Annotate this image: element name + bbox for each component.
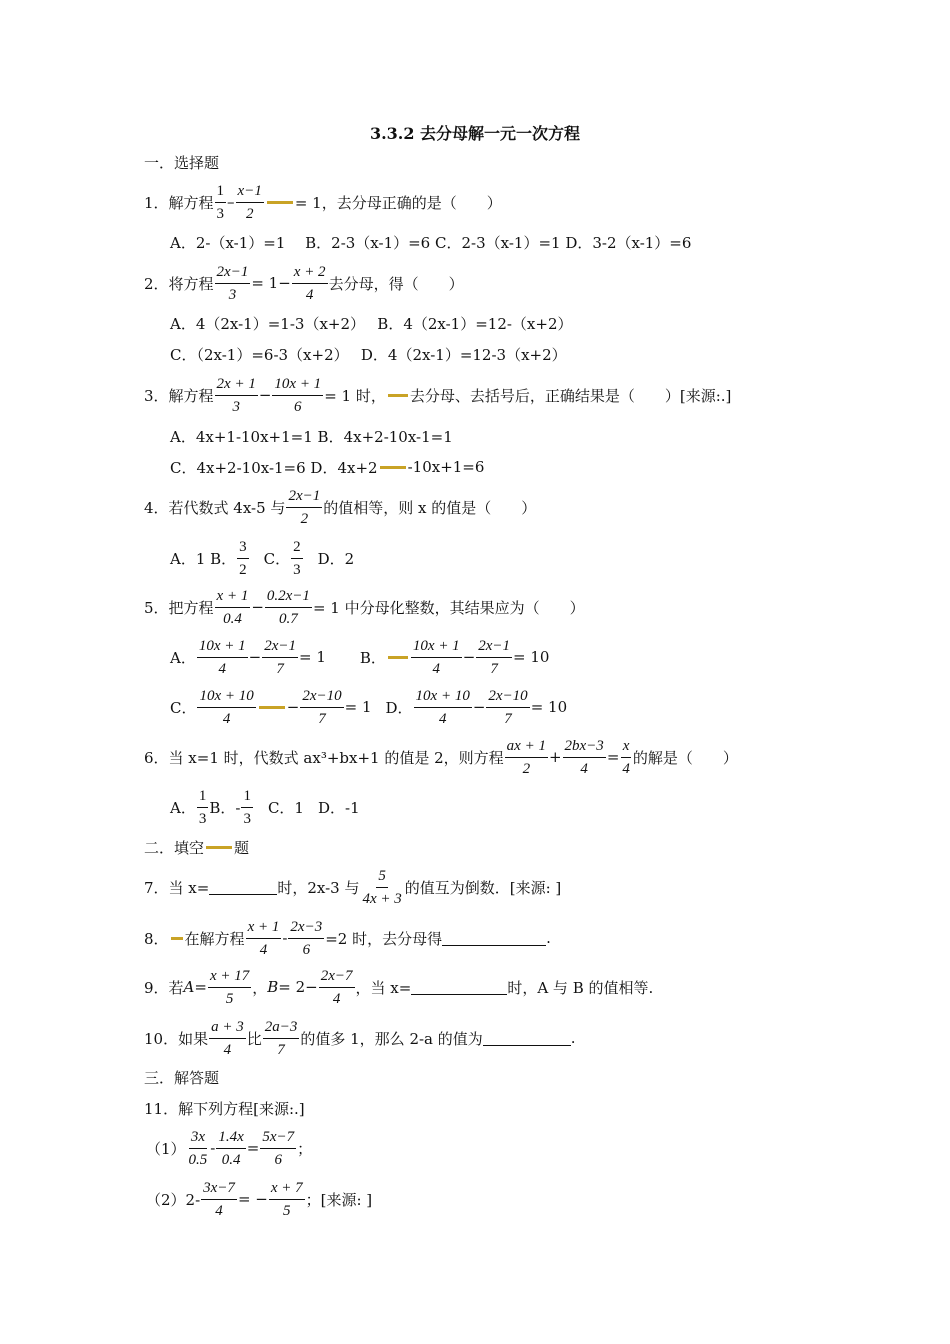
fraction: $\frac{2x-10}{7}$ <box>488 687 528 727</box>
fraction: $\frac{1}{3}$ <box>243 787 251 827</box>
section-heading-choice: 一．选择题 <box>144 153 220 172</box>
question-6-options: A． $\frac{1}{3}$ B．- $\frac{1}{3}$ C．1 D．-1 <box>170 787 360 827</box>
question-1-options: A．2-（x-1）=1 B．2-3（x-1）=6 C．2-3（x-1）=1 D．3-2（x-1）=6 <box>170 233 692 252</box>
fraction: $\frac{10x + 10}{4}$ <box>415 687 470 727</box>
answer-blank[interactable] <box>209 880 277 895</box>
fraction: $\frac{1}{3}$ <box>198 787 207 827</box>
fraction: $\frac{x}{4}$ <box>622 737 630 777</box>
fraction: $\frac{x + 1}{0.4}$ <box>216 587 249 627</box>
question-1: 1．解方程 $\frac{1}{3}$ – $\frac{x-1}{2}$ = 1，去分母正确的是（ ） <box>144 182 502 222</box>
question-2-options-cd: C．（2x-1）=6-3（x+2） D．4（2x-1）=12-3（x+2） <box>170 345 567 364</box>
fraction: $\frac{2x-10}{7}$ <box>302 687 342 727</box>
question-5-options-ab: A． $\frac{10x + 1}{4}$ − $\frac{2x-1}{7}$ = 1 B． $\frac{10x + 1}{4}$ − $\frac{2x-1}{7}$ = 10 <box>170 637 550 677</box>
fraction: $\frac{2bx-3}{4}$ <box>564 737 604 777</box>
fraction: $\frac{2x-1}{7}$ <box>264 637 296 677</box>
question-7: 7．当 x= 时，2x-3 与 $\frac{5}{4x + 3}$ 的值互为倒数．[来源: ] <box>144 867 562 907</box>
fraction: $\frac{x + 17}{5}$ <box>209 967 250 1007</box>
fraction: $\frac{5x-7}{6}$ <box>262 1128 295 1168</box>
fraction: $\frac{2x-1}{3}$ <box>216 263 249 303</box>
fraction: $\frac{x + 2}{4}$ <box>293 263 326 303</box>
question-6: 6．当 x=1 时，代数式 ax³+bx+1 的值是 2，则方程 $\frac{ax + 1}{2}$ + $\frac{2bx-3}{4}$ = $\frac{x}{4}$ 的解是（ ） <box>144 737 738 777</box>
fraction: $\frac{2x-1}{7}$ <box>478 637 511 677</box>
fraction: $\frac{10x + 1}{4}$ <box>198 637 246 677</box>
question-11-part-1: （1） $\frac{3x}{0.5}$ - $\frac{1.4x}{0.4}$ = $\frac{5x-7}{6}$ ； <box>146 1128 313 1168</box>
question-4: 4．若代数式 4x-5 与 $\frac{2x-1}{2}$ 的值相等，则 x 的值是（ ） <box>144 487 537 527</box>
fraction: $\frac{5}{4x + 3}$ <box>362 867 402 907</box>
answer-blank[interactable] <box>483 1031 571 1046</box>
fraction: $\frac{x + 1}{4}$ <box>247 918 280 958</box>
fraction: $\frac{2}{3}$ <box>293 538 301 578</box>
question-4-options: A．1 B． $\frac{3}{2}$ C． $\frac{2}{3}$ D．2 <box>170 538 355 578</box>
section-heading-fill: 二．填空 题 <box>144 838 250 857</box>
fraction: $\frac{1.4x}{0.4}$ <box>218 1128 244 1168</box>
answer-blank[interactable] <box>411 980 507 995</box>
page-title: 3.3.2 去分母解一元一次方程 <box>369 124 581 143</box>
fraction: $\frac{10x + 1}{6}$ <box>274 375 322 415</box>
fraction: $\frac{1}{3}$ <box>216 182 225 222</box>
question-10: 10．如果 $\frac{a + 3}{4}$ 比 $\frac{2a-3}{7}$ 的值多 1，那么 2-a 的值为 . <box>144 1018 576 1058</box>
fraction: $\frac{x-1}{2}$ <box>237 182 262 222</box>
highlight-mark <box>388 394 408 397</box>
fraction: $\frac{ax + 1}{2}$ <box>506 737 546 777</box>
fraction: $\frac{2a-3}{7}$ <box>264 1018 298 1058</box>
fraction: $\frac{2x-7}{4}$ <box>320 967 353 1007</box>
fraction: $\frac{2x-3}{6}$ <box>290 918 323 958</box>
fraction: $\frac{2x-1}{2}$ <box>288 487 321 527</box>
highlight-mark <box>267 201 293 204</box>
section-heading-solve: 三．解答题 <box>144 1068 220 1087</box>
fraction: $\frac{3x}{0.5}$ <box>188 1128 208 1168</box>
question-5: 5．把方程 $\frac{x + 1}{0.4}$ − $\frac{0.2x-1}{0.7}$ = 1 中分母化整数，其结果应为（ ） <box>144 587 585 627</box>
highlight-mark <box>388 656 408 659</box>
highlight-mark <box>206 846 232 849</box>
highlight-mark <box>380 466 406 469</box>
question-3-options-cd: C．4x+2-10x-1=6 D．4x+2 -10x+1=6 <box>170 458 485 477</box>
question-2: 2．将方程 $\frac{2x-1}{3}$ = 1− $\frac{x + 2}{4}$ 去分母，得（ ） <box>144 263 464 303</box>
highlight-mark <box>171 937 183 940</box>
question-3-options-ab: A．4x+1-10x+1=1 B．4x+2-10x-1=1 <box>170 427 453 446</box>
question-2-options-ab: A．4（2x-1）=1-3（x+2） B．4（2x-1）=12-（x+2） <box>170 314 573 333</box>
fraction: $\frac{3}{2}$ <box>239 538 247 578</box>
question-11: 11．解下列方程[来源:.] <box>144 1099 305 1118</box>
question-8: 8． 在解方程 $\frac{x + 1}{4}$ - $\frac{2x-3}{6}$ =2 时，去分母得 . <box>144 918 551 958</box>
fraction: $\frac{10x + 10}{4}$ <box>199 687 254 727</box>
fraction: $\frac{a + 3}{4}$ <box>211 1018 244 1058</box>
question-3: 3．解方程 $\frac{2x + 1}{3}$ − $\frac{10x + 1}{6}$ = 1 时， 去分母、去括号后，正确结果是（ ）[来源:.] <box>144 375 732 415</box>
fraction: $\frac{2x + 1}{3}$ <box>216 375 256 415</box>
fraction: $\frac{10x + 1}{4}$ <box>412 637 460 677</box>
fraction: $\frac{3x-7}{4}$ <box>203 1179 235 1219</box>
answer-blank[interactable] <box>442 931 546 946</box>
question-11-part-2: （2）2- $\frac{3x-7}{4}$ = − $\frac{x + 7}{5}$ ；[来源: ] <box>146 1179 373 1219</box>
fraction: $\frac{0.2x-1}{0.7}$ <box>266 587 310 627</box>
question-5-options-cd: C． $\frac{10x + 10}{4}$ − $\frac{2x-10}{7}$ = 1 D． $\frac{10x + 10}{4}$ − $\frac{2x-10}{7}$ = 10 <box>170 687 568 727</box>
highlight-mark <box>259 706 285 709</box>
question-9: 9．若 A = $\frac{x + 17}{5}$ ， B = 2− $\frac{2x-7}{4}$ ，当 x= 时，A 与 B 的值相等. <box>144 967 654 1007</box>
fraction: $\frac{x + 7}{5}$ <box>270 1179 303 1219</box>
